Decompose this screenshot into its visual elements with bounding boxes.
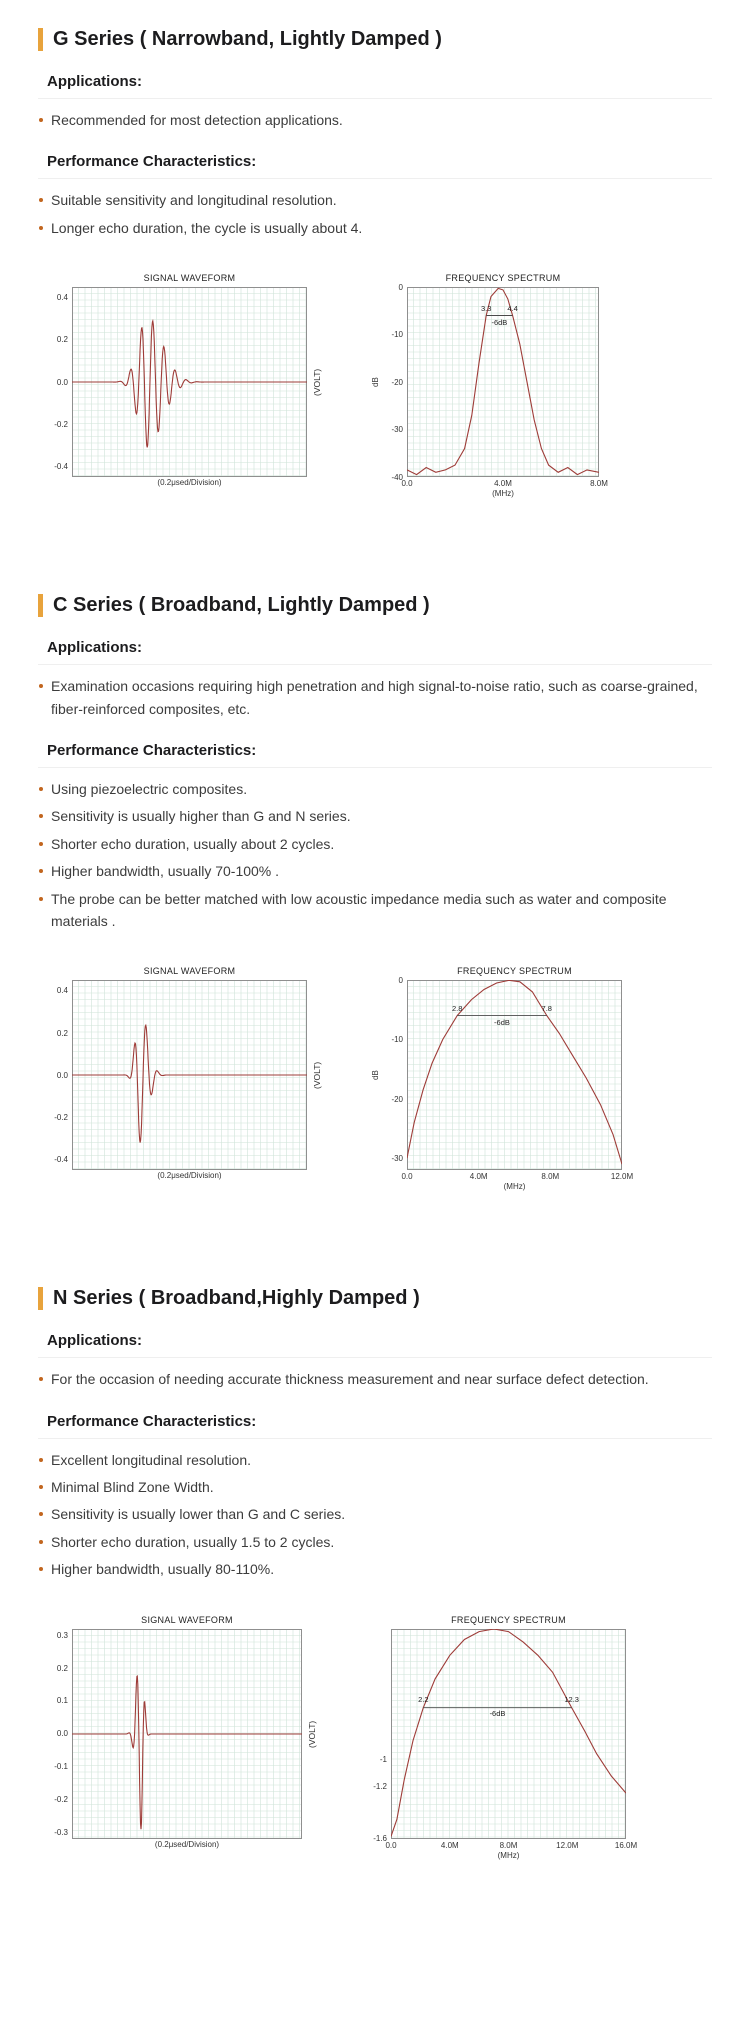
series-title-text: G Series ( Narrowband, Lightly Damped ): [53, 28, 442, 50]
performance-heading: Performance Characteristics:: [38, 742, 712, 768]
list-item: Using piezoelectric composites.: [38, 778, 712, 800]
list-item: Longer echo duration, the cycle is usually about 4.: [38, 217, 712, 239]
charts-row: [46, 273, 712, 498]
x-axis-label: (MHz): [492, 489, 514, 499]
applications-heading: Applications:: [38, 73, 712, 99]
chart-title: SIGNAL WAVEFORM: [141, 1614, 233, 1625]
right-axis-label: (VOLT): [307, 1720, 317, 1748]
series-title-text: C Series ( Broadband, Lightly Damped ): [53, 594, 430, 617]
signal-waveform-chart: [46, 1615, 319, 1849]
signal-waveform-chart: [46, 273, 324, 487]
bandwidth-high-label: 12.3: [564, 1695, 579, 1705]
title-accent-bar: [38, 28, 43, 51]
series-title: [38, 594, 712, 617]
list-item: Shorter echo duration, usually about 2 cycles.: [38, 833, 712, 855]
applications-list: [38, 675, 712, 720]
applications-heading: Applications:: [38, 639, 712, 665]
list-item: Recommended for most detection applications.: [38, 109, 712, 131]
performance-list: [38, 189, 712, 239]
list-item: The probe can be better matched with low acoustic impedance media such as water and composite materials .: [38, 888, 712, 933]
x-axis-ticks: 0.0 4.0M 8.0M 12.0M 16.0M: [385, 1840, 638, 1850]
plot-area: [72, 1629, 302, 1839]
series-title: [38, 1287, 712, 1310]
chart-title: SIGNAL WAVEFORM: [143, 273, 236, 284]
signal-waveform-chart: [46, 966, 324, 1180]
x-axis: [401, 477, 608, 499]
bandwidth-level-label: -6dB: [489, 1709, 506, 1719]
right-axis-label: (VOLT): [312, 368, 322, 396]
x-axis-label: (MHz): [503, 1182, 526, 1192]
title-accent-bar: [38, 1287, 43, 1310]
bandwidth-high-label: 4.4: [507, 303, 518, 313]
section-c-series: [38, 594, 712, 1191]
x-axis-label: (MHz): [497, 1850, 520, 1860]
chart-title: FREQUENCY SPECTRUM: [451, 1614, 566, 1625]
y-axis-ticks: 0.3 0.2 0.1 0.0 -0.1 -0.2 -0.3: [54, 1630, 68, 1837]
bandwidth-high-label: 7.8: [541, 1003, 552, 1013]
performance-list: [38, 778, 712, 932]
applications-heading: Applications:: [38, 1332, 712, 1358]
x-axis-ticks: 0.0 4.0M 8.0M: [401, 479, 608, 489]
plot-area: [72, 980, 307, 1170]
plot-area: [407, 287, 599, 477]
section-n-series: [38, 1287, 712, 1859]
list-item: Sensitivity is usually higher than G and N series.: [38, 805, 712, 827]
y-axis-label: dB: [371, 377, 380, 388]
list-item: Sensitivity is usually lower than G and C series.: [38, 1503, 712, 1525]
chart-title: SIGNAL WAVEFORM: [143, 966, 236, 977]
x-axis-label: (0.2μsed/Division): [157, 478, 222, 488]
y-axis-ticks: -1 -1.2 -1.6: [373, 1755, 387, 1844]
series-title-text: N Series ( Broadband,Highly Damped ): [53, 1287, 420, 1310]
bandwidth-low-label: 2.8: [451, 1003, 463, 1013]
y-axis-ticks: 0.4 0.2 0.0 -0.2 -0.4: [54, 986, 68, 1165]
performance-heading: Performance Characteristics:: [38, 153, 712, 179]
section-g-series: [38, 28, 712, 498]
y-axis-label: dB: [371, 1070, 380, 1081]
x-axis: [72, 478, 307, 487]
x-axis-ticks: 0.0 4.0M 8.0M 12.0M: [401, 1172, 634, 1182]
title-accent-bar: [38, 594, 43, 617]
list-item: Suitable sensitivity and longitudinal resolution.: [38, 189, 712, 211]
list-item: For the occasion of needing accurate thickness measurement and near surface defect detection.: [38, 1368, 712, 1390]
frequency-spectrum-chart: [370, 966, 634, 1192]
x-axis: [72, 1171, 307, 1180]
x-axis: [385, 1839, 638, 1860]
plot-area: [391, 1629, 626, 1839]
right-axis-label: (VOLT): [312, 1061, 322, 1089]
y-axis-ticks: 0.4 0.2 0.0 -0.2 -0.4: [54, 293, 68, 472]
frequency-spectrum-chart: [365, 1614, 638, 1860]
charts-row: [46, 1615, 712, 1860]
x-axis-label: (0.2μsed/Division): [154, 1839, 220, 1849]
performance-heading: Performance Characteristics:: [38, 1413, 712, 1439]
plot-area: [72, 287, 307, 477]
x-axis: [72, 1840, 302, 1849]
y-axis-ticks: 0 -10 -20 -30: [391, 975, 403, 1163]
frequency-spectrum-chart: [370, 273, 608, 499]
charts-row: [46, 966, 712, 1191]
list-item: Shorter echo duration, usually 1.5 to 2 cycles.: [38, 1531, 712, 1553]
list-item: Minimal Blind Zone Width.: [38, 1476, 712, 1498]
x-axis: [401, 1170, 634, 1192]
list-item: Excellent longitudinal resolution.: [38, 1449, 712, 1471]
performance-list: [38, 1449, 712, 1581]
list-item: Examination occasions requiring high penetration and high signal-to-noise ratio, such as coarse-grained, fiber-reinforced composites, etc.: [38, 675, 712, 720]
bandwidth-low-label: 2.2: [418, 1695, 429, 1705]
y-axis-ticks: 0 -10 -20 -30 -40: [391, 282, 403, 482]
applications-list: [38, 109, 712, 131]
chart-title: FREQUENCY SPECTRUM: [457, 966, 572, 977]
bandwidth-level-label: -6dB: [491, 317, 508, 327]
plot-area: [407, 980, 622, 1170]
bandwidth-level-label: -6dB: [494, 1017, 510, 1027]
list-item: Higher bandwidth, usually 80-110%.: [38, 1558, 712, 1580]
x-axis-label: (0.2μsed/Division): [157, 1171, 222, 1181]
applications-list: [38, 1368, 712, 1390]
list-item: Higher bandwidth, usually 70-100% .: [38, 860, 712, 882]
chart-title: FREQUENCY SPECTRUM: [445, 273, 561, 284]
series-title: [38, 28, 712, 51]
bandwidth-low-label: 3.3: [480, 303, 492, 313]
